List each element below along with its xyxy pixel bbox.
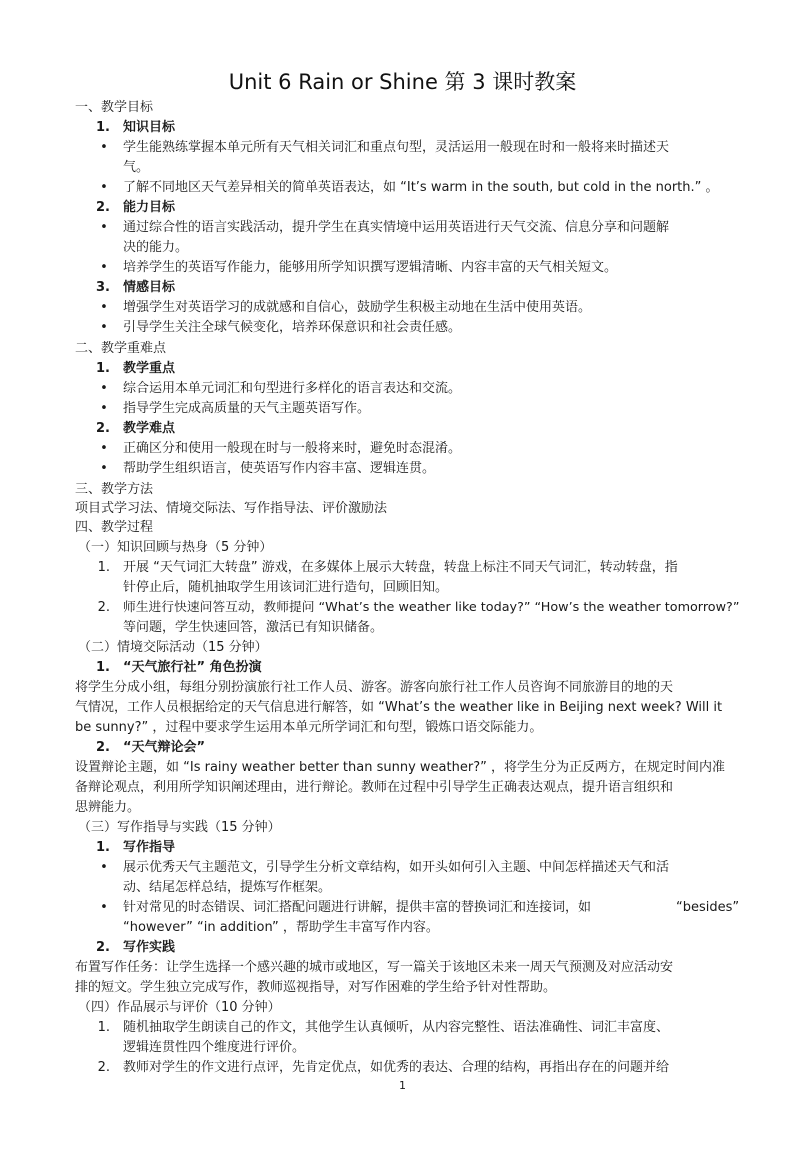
page-title: Unit 6 Rain or Shine 第 3 课时教案 <box>228 70 577 94</box>
list-number: 2. <box>97 1060 110 1075</box>
list-number: 2. <box>96 940 110 955</box>
list-item-text: 指导学生完成高质量的天气主题英语写作。 <box>123 401 371 416</box>
bullet: • <box>100 461 108 476</box>
list-item-text: 展示优秀天气主题范文，引导学生分析文章结构，如开头如何引入主题、中间怎样描述天气和活 <box>123 860 670 875</box>
list-number: 1. <box>96 660 110 675</box>
list-number: 2. <box>96 421 110 436</box>
subheading-focus: 教学重点 <box>123 361 176 376</box>
list-item-text: 帮助学生组织语言，使英语写作内容丰富、逻辑连贯。 <box>123 461 436 476</box>
list-item-text: 针停止后，随机抽取学生用该词汇进行造句，回顾旧知。 <box>123 580 449 595</box>
list-item-text: 师生进行快速问答互动，教师提问 “What’s the weather like today?” “How’s the weather tomorrow?” <box>123 600 740 615</box>
section-heading-process: 四、教学过程 <box>75 520 154 535</box>
bullet: • <box>100 441 108 456</box>
list-number: 2. <box>96 740 110 755</box>
list-number: 1. <box>96 120 110 135</box>
list-item-text: 培养学生的英语写作能力，能够用所学知识撰写逻辑清晰、内容丰富的天气相关短文。 <box>123 260 618 275</box>
bullet: • <box>100 140 108 155</box>
bullet: • <box>100 381 108 396</box>
subsection-heading: （二）情境交际活动（15 分钟） <box>78 640 268 655</box>
bullet: • <box>100 900 108 915</box>
subsection-heading: （四）作品展示与评价（10 分钟） <box>78 1000 281 1015</box>
subheading-writing-guidance: 写作指导 <box>123 840 176 855</box>
list-item-text: 学生能熟练掌握本单元所有天气相关词汇和重点句型，灵活运用一般现在时和一般将来时描述天 <box>123 140 670 155</box>
section-heading-objectives: 一、教学目标 <box>75 100 154 115</box>
section-heading-key-points: 二、教学重难点 <box>75 341 167 356</box>
list-number: 1. <box>96 361 110 376</box>
activity-title: “天气旅行社” 角色扮演 <box>123 660 262 675</box>
paragraph: 将学生分成小组，每组分别扮演旅行社工作人员、游客。游客向旅行社工作人员咨询不同旅游目的地的天 <box>75 680 674 695</box>
paragraph: 项目式学习法、情境交际法、写作指导法、评价激励法 <box>75 501 388 516</box>
paragraph: be sunny?” ，过程中要求学生运用本单元所学词汇和句型，锻炼口语交际能力。 <box>75 720 543 735</box>
list-item-text: 针对常见的时态错误、词汇搭配问题进行讲解，提供丰富的替换词汇和连接词，如 <box>123 900 592 915</box>
subsection-heading: （一）知识回顾与热身（5 分钟） <box>78 540 273 555</box>
list-item-text: 教师对学生的作文进行点评，先肯定优点，如优秀的表达、合理的结构，再指出存在的问题并给 <box>123 1060 670 1075</box>
list-number: 2. <box>96 200 110 215</box>
section-heading-methods: 三、教学方法 <box>75 482 154 497</box>
list-item-text: 引导学生关注全球气候变化，培养环保意识和社会责任感。 <box>123 320 462 335</box>
subheading-difficulty: 教学难点 <box>123 421 176 436</box>
list-item-text: 逻辑连贯性四个维度进行评价。 <box>123 1040 306 1055</box>
list-item-text: 气。 <box>123 160 150 175</box>
list-number: 1. <box>97 560 110 575</box>
list-item-text: 开展 “天气词汇大转盘” 游戏，在多媒体上展示大转盘，转盘上标注不同天气词汇，转动转盘，指 <box>123 560 678 575</box>
activity-title: “天气辩论会” <box>123 740 206 755</box>
paragraph: 设置辩论主题，如 “Is rainy weather better than sunny weather?” ，将学生分为正反两方，在规定时间内准 <box>75 760 725 775</box>
subsection-heading: （三）写作指导与实践（15 分钟） <box>78 820 281 835</box>
list-item-text: 正确区分和使用一般现在时与一般将来时，避免时态混淆。 <box>123 441 462 456</box>
subheading-ability: 能力目标 <box>123 200 176 215</box>
bullet: • <box>100 220 108 235</box>
list-item-text: 综合运用本单元词汇和句型进行多样化的语言表达和交流。 <box>123 381 462 396</box>
paragraph: 思辨能力。 <box>75 800 141 815</box>
list-number: 1. <box>96 840 110 855</box>
paragraph: 布置写作任务：让学生选择一个感兴趣的城市或地区，写一篇关于该地区未来一周天气预测及对应活动安 <box>75 960 674 975</box>
bullet: • <box>100 320 108 335</box>
bullet: • <box>100 401 108 416</box>
bullet: • <box>100 260 108 275</box>
list-item-text: 等问题，学生快速回答，激活已有知识储备。 <box>123 620 384 635</box>
list-item-text: “besides” <box>676 900 740 915</box>
list-item-text: 了解不同地区天气差异相关的简单英语表达，如 “It’s warm in the south, but cold in the north.” 。 <box>123 180 719 195</box>
bullet: • <box>100 180 108 195</box>
list-item-text: 通过综合性的语言实践活动，提升学生在真实情境中运用英语进行天气交流、信息分享和问题解 <box>123 220 670 235</box>
list-item-text: 决的能力。 <box>123 240 189 255</box>
list-item-text: 动、结尾怎样总结，提炼写作框架。 <box>123 880 332 895</box>
list-number: 3. <box>96 280 110 295</box>
subheading-emotion: 情感目标 <box>123 280 176 295</box>
bullet: • <box>100 300 108 315</box>
list-number: 2. <box>97 600 110 615</box>
bullet: • <box>100 860 108 875</box>
paragraph: 备辩论观点，利用所学知识阐述理由，进行辩论。教师在过程中引导学生正确表达观点，提升语言组织和 <box>75 780 674 795</box>
list-item-text: 增强学生对英语学习的成就感和自信心，鼓励学生积极主动地在生活中使用英语。 <box>123 300 592 315</box>
subheading-writing-practice: 写作实践 <box>123 940 176 955</box>
paragraph: 排的短文。学生独立完成写作，教师巡视指导，对写作困难的学生给予针对性帮助。 <box>75 980 557 995</box>
list-item-text: 随机抽取学生朗读自己的作文，其他学生认真倾听，从内容完整性、语法准确性、词汇丰富度、 <box>123 1020 670 1035</box>
list-item-text: “however” “in addition” ，帮助学生丰富写作内容。 <box>123 920 439 935</box>
page-number: 1 <box>399 1079 406 1092</box>
paragraph: 气情况，工作人员根据给定的天气信息进行解答，如 “What’s the weather like in Beijing next week? Will it <box>75 700 723 715</box>
subheading-knowledge: 知识目标 <box>123 120 176 135</box>
list-number: 1. <box>97 1020 110 1035</box>
